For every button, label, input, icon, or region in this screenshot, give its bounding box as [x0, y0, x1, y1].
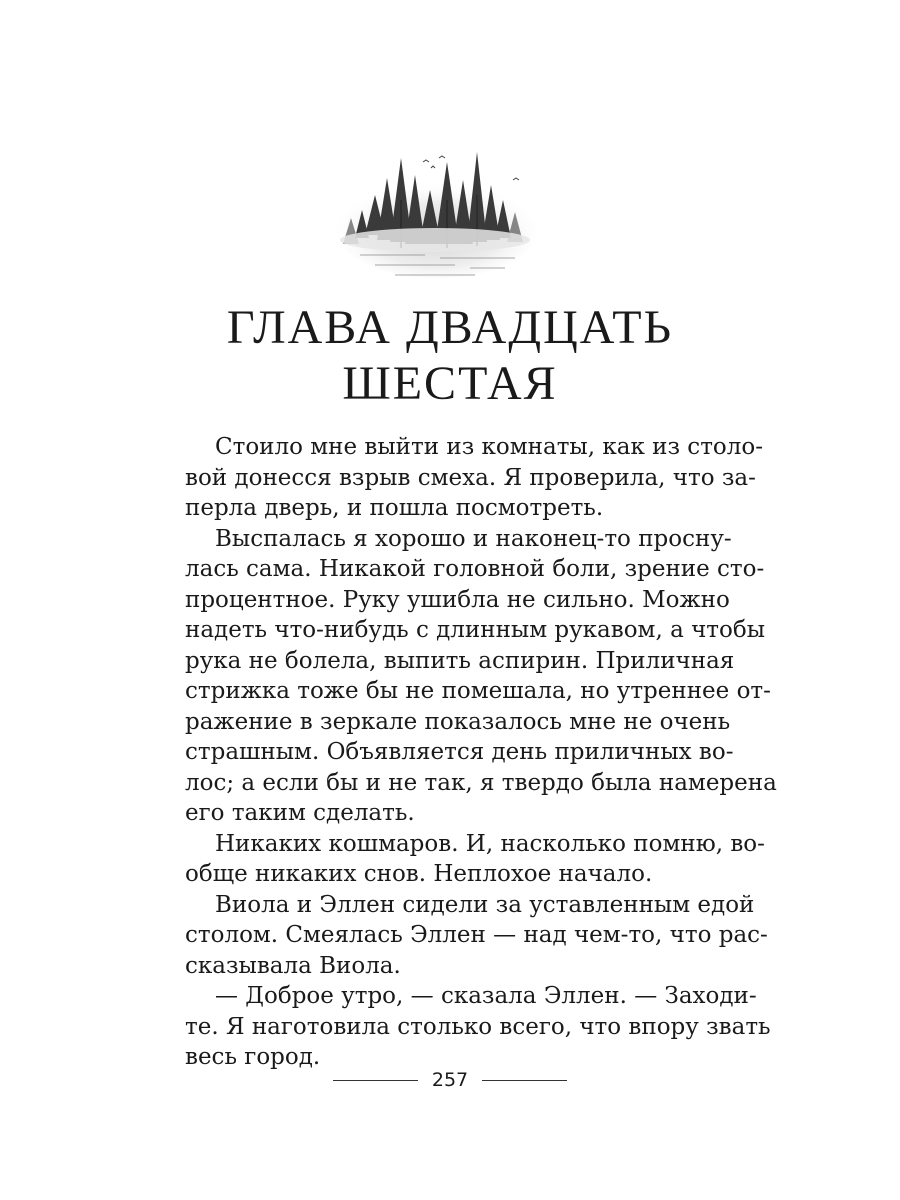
chapter-title: [0, 300, 900, 412]
text-line: вой донесся взрыв смеха. Я проверила, что за-: [185, 464, 756, 491]
body-text: [185, 432, 777, 1073]
footer-rule-right: [482, 1080, 567, 1081]
text-line: перла дверь, и пошла посмотреть.: [185, 495, 604, 521]
text-line: его таким сделать.: [185, 800, 415, 826]
text-line: — Доброе утро, — сказала Эллен. — Заходи-: [215, 983, 757, 1009]
forest-lake-icon: [335, 140, 540, 290]
page-number: 257: [431, 1069, 469, 1091]
text-line: лась сама. Никакой головной боли, зрение сто-: [185, 556, 765, 582]
text-line: столом. Смеялась Эллен — над чем-то, что рас-: [185, 922, 768, 948]
footer-rule-left: [333, 1080, 418, 1081]
text-line: Виола и Эллен сидели за уставленным едой: [215, 891, 755, 918]
text-line: сказывала Виола.: [185, 952, 401, 979]
text-line: Никаких кошмаров. И, насколько помню, во-: [215, 830, 765, 857]
text-line: Выспалась я хорошо и наконец-то просну-: [215, 525, 732, 552]
chapter-title-line-1: ГЛАВА ДВАДЦАТЬ: [226, 301, 674, 354]
page-footer: [0, 1068, 900, 1092]
text-line: процентное. Руку ушибла не сильно. Можно: [185, 586, 730, 613]
chapter-title-line-2: ШЕСТАЯ: [342, 357, 558, 410]
text-line: ражение в зеркале показалось мне не очень: [185, 708, 731, 735]
text-line: надеть что-нибудь с длинным рукавом, а чтобы: [185, 617, 766, 643]
text-line: страшным. Объявляется день приличных во-: [185, 739, 734, 765]
text-line: весь город.: [185, 1044, 321, 1070]
text-line: рука не болела, выпить аспирин. Приличная: [185, 647, 735, 674]
text-line: лос; а если бы и не так, я твердо была намерена: [185, 769, 777, 796]
text-line: стрижка тоже бы не помешала, но утреннее от-: [185, 678, 771, 704]
text-line: те. Я наготовила столько всего, что впору звать: [185, 1013, 771, 1040]
text-line: Стоило мне выйти из комнаты, как из столо-: [215, 434, 763, 460]
text-line: обще никаких снов. Неплохое начало.: [185, 861, 653, 887]
